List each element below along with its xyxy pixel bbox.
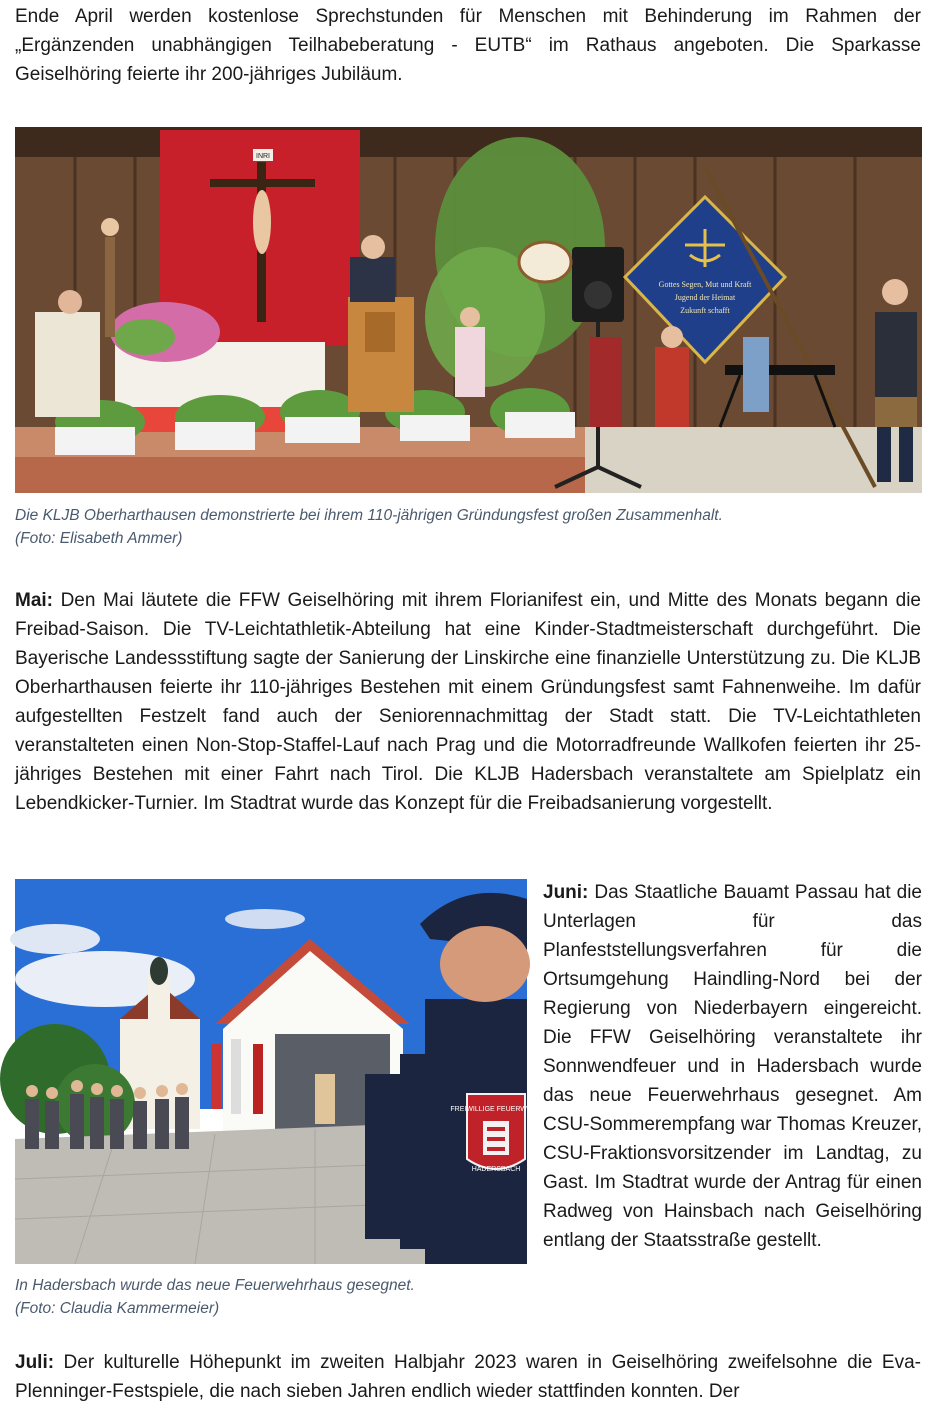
juli-text: Der kulturelle Höhepunkt im zweiten Halbjahr 2023 waren in Geiselhöring zweifelsohne die Eva-Plenninger-Festspiele, die nach sieben Jahren endlich wieder stattfinden konnten. Der [15, 1352, 921, 1402]
intro-text: Ende April werden kostenlose Sprechstunden für Menschen mit Behinderung im Rahmen der „Ergänzenden unabhängigen Teilhabeberatung - EUTB“ im Rathaus angeboten. Die Sparkasse Geiselhöring feierte ihr 200-jähriges Jubiläum. [15, 6, 921, 85]
photo2-caption [15, 1274, 520, 1320]
patch-text-bottom: HADERSBACH [471, 1166, 521, 1173]
mai-paragraph [15, 586, 921, 818]
juli-label: Juli: [15, 1352, 55, 1373]
juni-paragraph [543, 878, 922, 1255]
photo1-credit: (Foto: Elisabeth Ammer) [15, 530, 183, 547]
photo2-credit: (Foto: Claudia Kammermeier) [15, 1300, 220, 1317]
photo2-caption-line1: In Hadersbach wurde das neue Feuerwehrhaus gesegnet. [15, 1277, 415, 1294]
juni-text: Das Staatliche Bauamt Passau hat die Unterlagen für das Planfeststellungsverfahren für die Ortsumgehung Haindling-Nord bei der Regierung von Niederbayern eingereicht. Die FFW Geiselhöring veranstaltete ihr Sonnwendfeuer und in Hadersbach wurde das neue Feuerwehrhaus gesegnet. Am CSU-Sommerempfang war Thomas Kreuzer, CSU-Fraktionsvorsitzender im Landtag, zu Gast. Im Stadtrat wurde der Antrag für einen Radweg von Hainsbach nach Geiselhöring entlang der Staatsstraße gestellt. [543, 882, 922, 1251]
cross-sign-text: INRI [256, 153, 270, 160]
juli-paragraph [15, 1348, 921, 1406]
juni-label: Juni: [543, 882, 589, 903]
intro-paragraph [15, 2, 921, 89]
patch-text-top: FREIWILLIGE FEUERWEHR [450, 1106, 542, 1113]
banner-line-1: Gottes Segen, Mut und Kraft [658, 280, 752, 289]
kljb-festival-photo [15, 127, 922, 493]
hadersbach-firehouse-photo [15, 879, 542, 1264]
banner-line-2: Jugend der Heimat [674, 293, 736, 302]
photo1-caption [15, 504, 915, 550]
mai-text: Den Mai läutete die FFW Geiselhöring mit ihrem Florianifest ein, und Mitte des Monats begann die Freibad-Saison. Die TV-Leichtathletik-Abteilung hat eine Kinder-Stadtmeisterschaft durchgeführt. Die Bayerische Landessstiftung sagte der Sanierung der Linskirche eine finanzielle Unterstützung zu. Die KLJB Oberharthausen feierte ihr 110-jähriges Bestehen mit einem Gründungsfest samt Fahnenweihe. Im dafür aufgestellten Festzelt fand auch der Seniorennachmittag der Stadt statt. Die TV-Leichtathleten veranstalteten einen Non-Stop-Staffel-Lauf nach Prag und die Motorradfreunde Wallkofen feierten ihr 25-jähriges Bestehen mit einer Fahrt nach Tirol. Die KLJB Hadersbach veranstaltete am Spielplatz ein Lebendkicker-Turnier. Im Stadtrat wurde das Konzept für die Freibadsanierung vorgestellt. [15, 590, 921, 814]
mai-label: Mai: [15, 590, 53, 611]
banner-line-3: Zukunft schafft [680, 306, 730, 315]
photo1-caption-line1: Die KLJB Oberharthausen demonstrierte bei ihrem 110-jährigen Gründungsfest großen Zusammenhalt. [15, 507, 723, 524]
